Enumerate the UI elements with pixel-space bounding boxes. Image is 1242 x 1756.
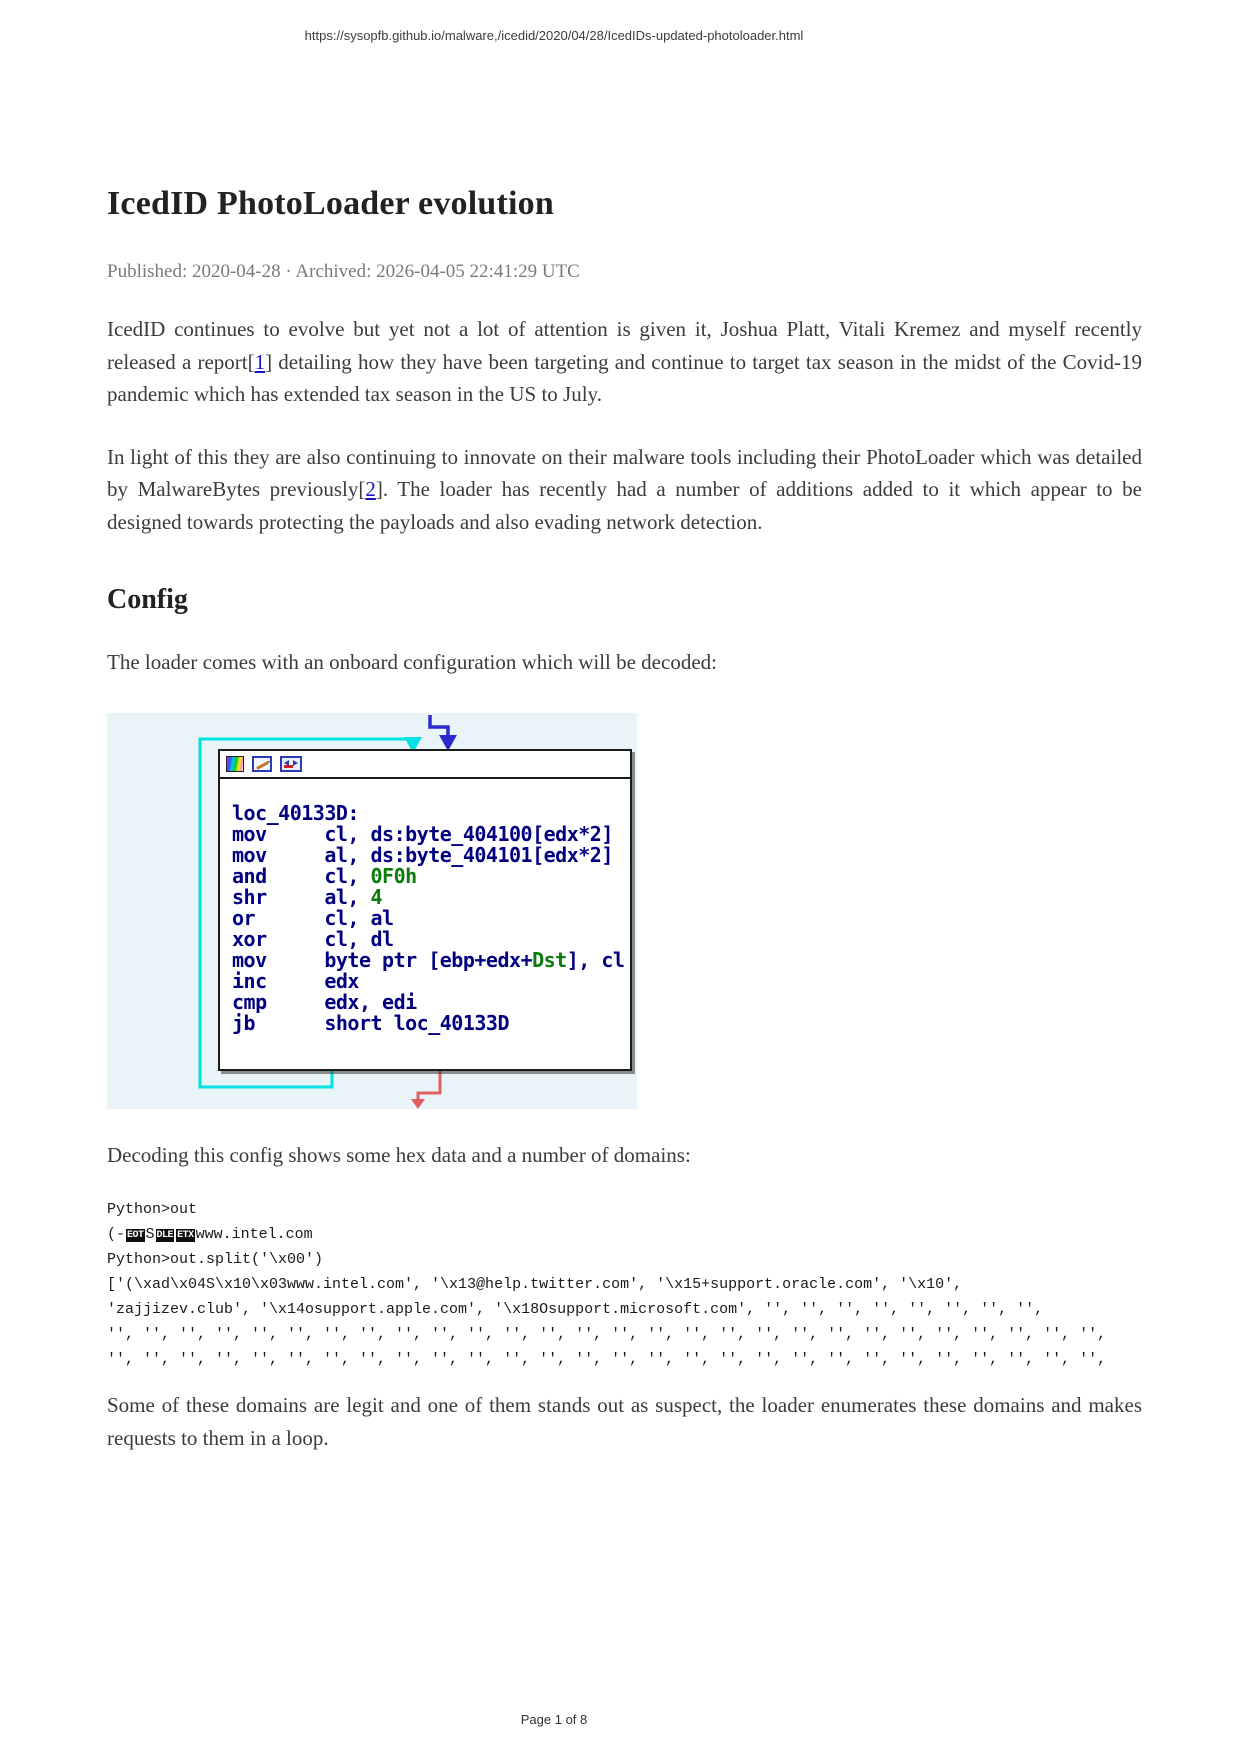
print-header-url: https://sysopfb.github.io/malware,/icedid/2020/04/28/IcedIDs-updated-photoloader.html xyxy=(304,28,804,43)
fallthrough-arrow-red xyxy=(418,1071,440,1101)
page-title: IcedID PhotoLoader evolution xyxy=(107,185,554,222)
python-output-block xyxy=(107,1197,1142,1368)
console-line: Python>out xyxy=(107,1201,198,1218)
paragraph-photoloader xyxy=(107,441,1142,539)
console-line: (- EOT S DLE ETX www.intel.com xyxy=(107,1226,313,1243)
console-line: ['(\xad\x04S\x10\x03www.intel.com', '\x13@help.twitter.com', '\x15+support.oracle.com', '\x10', xyxy=(107,1276,963,1293)
control-char-box: ETX xyxy=(177,1230,194,1241)
paragraph-decoding: Decoding this config shows some hex data and a number of domains: xyxy=(107,1142,691,1167)
config-heading: Config xyxy=(107,584,188,615)
control-char-box: DLE xyxy=(156,1230,174,1241)
paragraph-text: ] detailing how they have been targeting and continue to target tax season in the midst of the Covid-19 pandemic which has extended tax season in the US to July. xyxy=(107,349,1143,406)
console-line: '', '', '', '', '', '', '', '', '', '', '', '', '', '', '', '', '', '', '', '', '', '', '', '', '', '', '', '', xyxy=(107,1351,1107,1368)
footnote-link-1[interactable]: 1 xyxy=(254,349,266,374)
assembly-code: loc_40133D: mov cl, ds:byte_404100[edx*2] mov al, ds:byte_404101[edx*2] and cl, 0F0h shr al, 4 or cl, al xor cl, dl mov byte ptr [ebp+edx+Dst], cl inc edx cmp edx, edi jb short loc_40133D xyxy=(232,800,625,1035)
paragraph-text: IcedID continues to evolve but yet not a lot of attention is given it, Joshua Platt, Vitali Kremez and myself recently released a report[ xyxy=(107,317,1142,374)
paragraph-intro xyxy=(107,313,1142,411)
fallthrough-arrowhead-red xyxy=(411,1099,425,1109)
paragraph-config-intro: The loader comes with an onboard configuration which will be decoded: xyxy=(107,650,717,674)
color-palette-icon xyxy=(226,756,244,772)
article-meta: Published: 2020-04-28 · Archived: 2026-04-05 22:41:29 UTC xyxy=(107,261,580,282)
console-line: Python>out.split('\x00') xyxy=(107,1251,324,1268)
console-line: 'zajjizev.club', '\x14osupport.apple.com', '\x18Osupport.microsoft.com', '', '', '', '', '', '', '', '', xyxy=(107,1301,1044,1318)
ida-graph-screenshot xyxy=(107,713,637,1109)
graph-sync-icon xyxy=(280,756,302,772)
right-arrow-shape xyxy=(293,760,298,766)
console-line: '', '', '', '', '', '', '', '', '', '', '', '', '', '', '', '', '', '', '', '', '', '', '', '', '', '', '', '', xyxy=(107,1326,1107,1343)
article-content xyxy=(107,0,1142,1454)
paragraph-text: ]. The loader has recently had a number of additions added to it which appear to be designed towards protecting the payloads and also evading network detection. xyxy=(107,477,1142,534)
red-bar-shape xyxy=(284,765,293,768)
edit-pencil-icon xyxy=(252,756,272,772)
ida-toolbar xyxy=(220,751,630,779)
paragraph-text: In light of this they are also continuing to innovate on their malware tools including their PhotoLoader which was detailed by MalwareBytes previously[ xyxy=(107,444,1142,501)
pencil-shape xyxy=(256,761,269,770)
paragraph-domains: Some of these domains are legit and one of them stands out as suspect, the loader enumerates these domains and makes requests to them in a loop. xyxy=(107,1393,1142,1450)
disassembly-block xyxy=(218,749,632,1071)
control-char-box: EOT xyxy=(127,1230,144,1241)
page-number: Page 1 of 8 xyxy=(520,1712,588,1727)
incoming-arrow-blue xyxy=(430,715,448,737)
footnote-link-2[interactable]: 2 xyxy=(365,477,376,501)
